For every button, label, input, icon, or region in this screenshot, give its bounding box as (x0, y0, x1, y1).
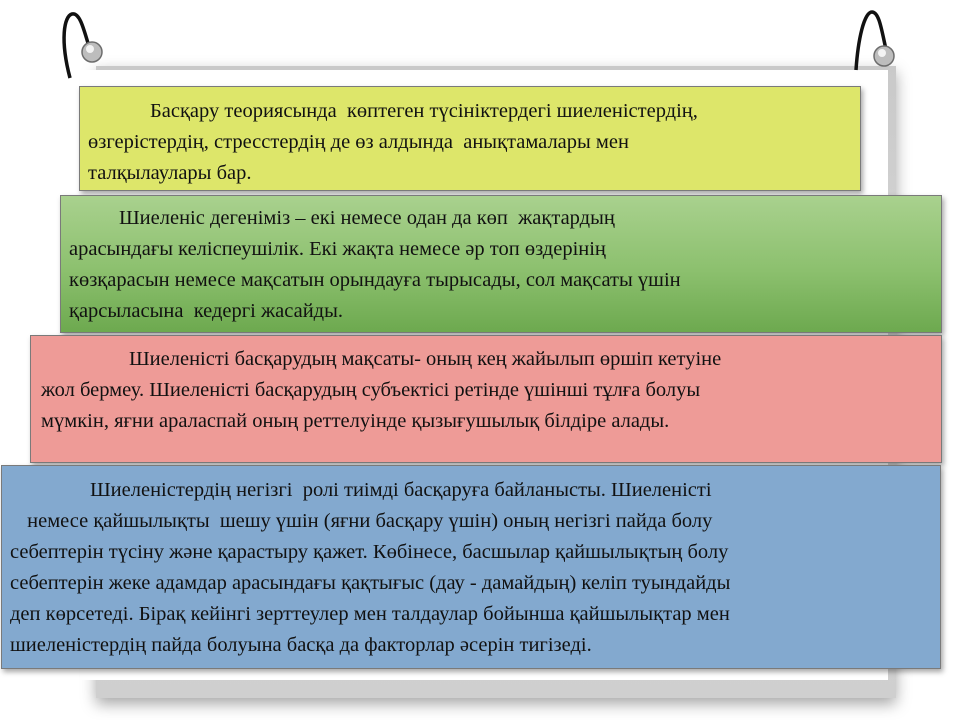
text-line: көзқарасын немесе мақсатын орындауға тырысады, сол мақсаты үшін (69, 269, 681, 291)
text-line: Шиеленісті басқарудың мақсаты- оның кең жайылып өршіп кетуіне (129, 348, 722, 370)
text-line: себептерін жеке адамдар арасындағы қақтығыс (дау - дамайдың) келіп туындайды (10, 572, 731, 594)
text-line: қарсыласына кедергі жасайды. (69, 300, 343, 322)
text-line: шиеленістердің пайда болуына басқа да факторлар әсерін тигізеді. (10, 634, 592, 656)
text-box-conflict-definition (60, 195, 942, 333)
text-box-management-theory (79, 86, 861, 191)
text-line: себептерін түсіну және қарастыру қажет. Көбінесе, басшылар қайшылықтың болу (10, 541, 729, 563)
text-line: Шиеленістердің негізгі ролі тиімді басқаруға байланысты. Шиеленісті (90, 479, 712, 501)
text-line: арасындағы келіспеушілік. Екі жақта немесе әр топ өздерінің (69, 238, 606, 260)
text-line: өзгерістердің, стресстердің де өз алдында анықтамалары мен (88, 131, 629, 153)
hanging-pin-right-icon (830, 0, 920, 90)
text-line: Шиеленіс дегеніміз – екі немесе одан да көп жақтардың (119, 207, 615, 229)
text-line: талқылаулары бар. (88, 162, 252, 184)
text-line: деп көрсетеді. Бірақ кейінгі зерттеулер мен талдаулар бойынша қайшылықтар мен (10, 603, 730, 625)
hanging-pin-left-icon (50, 0, 140, 90)
text-line: мүмкін, яғни араласпай оның реттелуінде қызығушылық білдіре алады. (41, 410, 670, 432)
text-line: немесе қайшылықты шешу үшін (яғни басқару үшін) оның негізгі пайда болу (22, 510, 713, 532)
text-line: жол бермеу. Шиеленісті басқарудың субъектісі ретінде үшінші тұлға болуы (41, 379, 701, 401)
text-box-conflict-management-goal (30, 335, 942, 463)
text-line: Басқару теориясында көптеген түсініктердегі шиеленістердің, (150, 100, 698, 122)
text-box-conflict-role (1, 465, 941, 669)
